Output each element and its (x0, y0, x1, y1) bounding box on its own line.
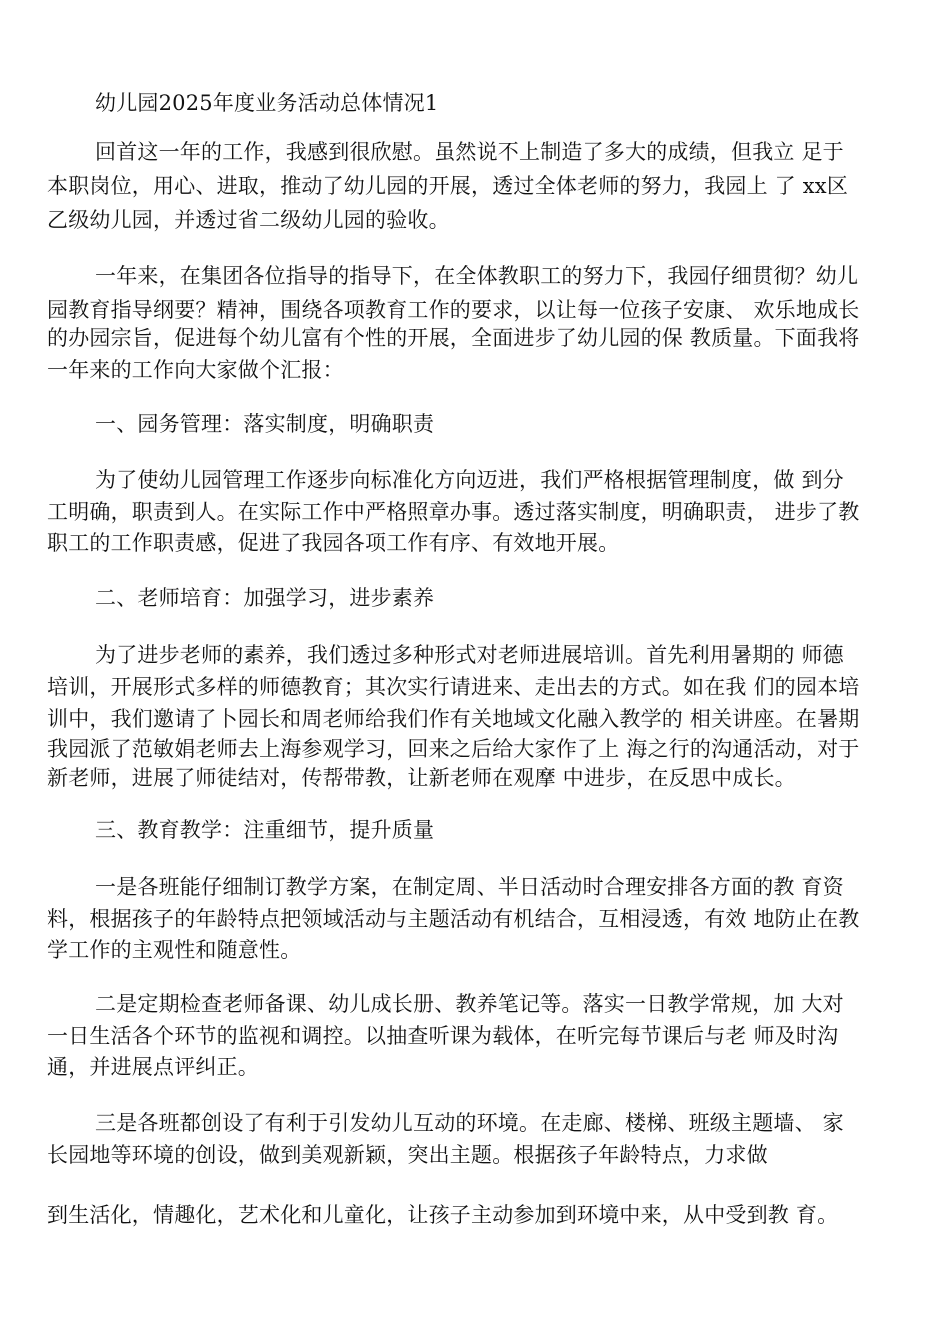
paragraph-line: 的办园宗旨，促进每个幼儿富有个性的开展，全面进步了幼儿园的保 教质量。下面我将 (47, 326, 860, 350)
paragraph-line: 到生活化，情趣化，艺术化和儿童化，让孩子主动参加到环境中来，从中受到教 育。 (47, 1203, 839, 1227)
paragraph-line: 回首这一年的工作，我感到很欣慰。虽然说不上制造了多大的成绩，但我立 足于 (95, 140, 844, 164)
paragraph-line: 本职岗位，用心、进取，推动了幼儿园的开展，透过全体老师的努力，我园上 了 xx区 (47, 174, 849, 198)
paragraph-line: 一是各班能仔细制订教学方案，在制定周、半日活动时合理安排各方面的教 育资 (95, 875, 844, 899)
section-heading: 三、教育教学：注重细节，提升质量 (95, 818, 435, 842)
paragraph-line: 通，并进展点评纠正。 (47, 1055, 259, 1079)
paragraph-line: 乙级幼儿园，并透过省二级幼儿园的验收。 (47, 208, 450, 232)
paragraph-line: 训中，我们邀请了卜园长和周老师给我们作有关地域文化融入教学的 相关讲座。在暑期 (47, 707, 860, 731)
paragraph-line: 为了进步老师的素养，我们透过多种形式对老师进展培训。首先利用暑期的 师德 (95, 643, 844, 667)
page-title: 幼儿园2025年度业务活动总体情况1 (95, 91, 439, 115)
paragraph-line: 职工的工作职责感，促进了我园各项工作有序、有效地开展。 (47, 531, 620, 555)
paragraph-line: 长园地等环境的创设，做到美观新颖，突出主题。根据孩子年龄特点，力求做 (47, 1143, 768, 1167)
paragraph-line: 培训，开展形式多样的师德教育；其次实行请进来、走出去的方式。如在我 们的园本培 (47, 675, 860, 699)
paragraph-line: 料，根据孩子的年龄特点把领域活动与主题活动有机结合，互相浸透，有效 地防止在教 (47, 907, 860, 931)
paragraph-line: 我园派了范敏娟老师去上海参观学习，回来之后给大家作了上 海之行的沟通活动，对于 (47, 737, 860, 761)
section-heading: 一、园务管理：落实制度，明确职责 (95, 412, 435, 436)
paragraph-line: 二是定期检查老师备课、幼儿成长册、教养笔记等。落实一日教学常规，加 大对 (95, 992, 844, 1016)
paragraph-line: 学工作的主观性和随意性。 (47, 938, 302, 962)
paragraph-line: 一年来，在集团各位指导的指导下，在全体教职工的努力下，我园仔细贯彻？幼儿 (95, 264, 859, 288)
section-heading: 二、老师培育：加强学习，进步素养 (95, 586, 435, 610)
paragraph-line: 一日生活各个环节的监视和调控。以抽查听课为载体，在听完每节课后与老 师及时沟 (47, 1024, 839, 1048)
paragraph-line: 一年来的工作向大家做个汇报： (47, 358, 344, 382)
paragraph-line: 为了使幼儿园管理工作逐步向标准化方向迈进，我们严格根据管理制度，做 到分 (95, 468, 844, 492)
paragraph-line: 工明确，职责到人。在实际工作中严格照章办事。透过落实制度，明确职责， 进步了教 (47, 500, 860, 524)
paragraph-line: 园教育指导纲要？精神，围绕各项教育工作的要求，以让每一位孩子安康、 欢乐地成长 (47, 298, 860, 322)
paragraph-line: 三是各班都创设了有利于引发幼儿互动的环境。在走廊、楼梯、班级主题墙、 家 (95, 1111, 844, 1135)
paragraph-line: 新老师，进展了师徒结对，传帮带教，让新老师在观摩 中进步，在反思中成长。 (47, 766, 796, 790)
